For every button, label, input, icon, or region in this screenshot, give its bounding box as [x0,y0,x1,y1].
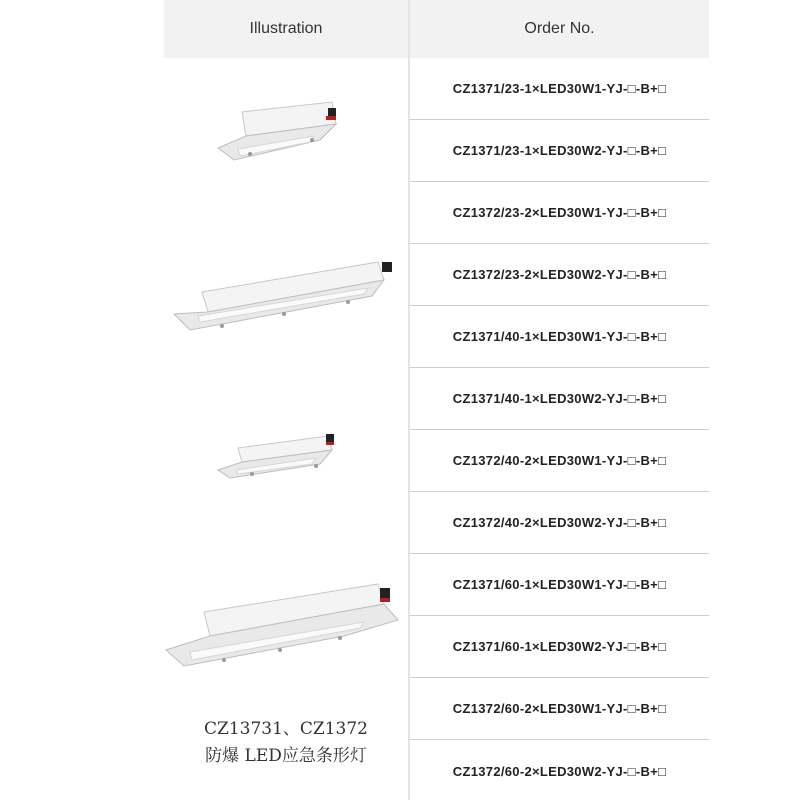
order-row: CZ1371/40-1×LED30W1-YJ-□-B+□ [410,306,709,368]
order-row: CZ1371/60-1×LED30W1-YJ-□-B+□ [410,554,709,616]
lamp-illustration-2 [172,254,404,344]
lamp-illustration-3 [216,426,344,496]
lamp-illustration-1 [214,94,344,174]
header-illustration: Illustration [164,0,408,58]
illustration-column [164,58,408,800]
order-column [410,58,709,802]
order-row: CZ1371/23-1×LED30W1-YJ-□-B+□ [410,58,709,120]
caption-model-numbers: CZ13731、CZ1372 [204,719,368,739]
order-row: CZ1372/23-2×LED30W2-YJ-□-B+□ [410,244,709,306]
product-table [164,0,709,800]
order-row: CZ1372/23-2×LED30W1-YJ-□-B+□ [410,182,709,244]
order-row: CZ1371/60-1×LED30W2-YJ-□-B+□ [410,616,709,678]
order-row: CZ1371/40-1×LED30W2-YJ-□-B+□ [410,368,709,430]
header-order-no: Order No. [410,0,709,58]
caption-product-name: 防爆 LED应急条形灯 [205,746,367,766]
order-row: CZ1371/23-1×LED30W2-YJ-□-B+□ [410,120,709,182]
order-row: CZ1372/40-2×LED30W1-YJ-□-B+□ [410,430,709,492]
order-row: CZ1372/40-2×LED30W2-YJ-□-B+□ [410,492,709,554]
lamp-illustration-4 [164,576,404,686]
order-row: CZ1372/60-2×LED30W2-YJ-□-B+□ [452,763,667,779]
order-row: CZ1372/60-2×LED30W1-YJ-□-B+□ [410,678,709,740]
